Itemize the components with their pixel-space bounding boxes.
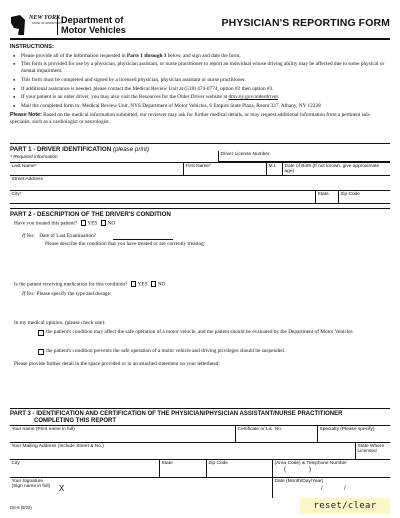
form-title: PHYSICIAN'S REPORTING FORM <box>221 17 390 29</box>
zip-code-field[interactable] <box>339 191 390 204</box>
instruction-item <box>21 94 390 101</box>
new-york-state-logo <box>10 14 26 36</box>
state-field[interactable] <box>316 191 339 204</box>
part1-grid <box>10 162 390 203</box>
telephone-field[interactable] <box>273 460 390 478</box>
medication-yes-checkbox[interactable] <box>131 281 137 287</box>
reset-clear-button[interactable]: reset/clear <box>300 498 390 514</box>
part2-section <box>10 208 390 218</box>
please-note <box>10 112 390 125</box>
treated-yes-label: YES <box>87 220 98 227</box>
first-name-field[interactable] <box>184 163 267 176</box>
medication-specify-label: Please specify the type and dosage: <box>36 291 112 297</box>
logo-state-name: NEW YORK <box>29 15 60 21</box>
form-code: DS-6 (8/23) <box>10 505 32 510</box>
opinion-evaluate-checkbox[interactable] <box>38 330 44 336</box>
part3-section <box>10 408 390 425</box>
mailing-address-label: Your Mailing Address (Include Street & No.) <box>11 443 104 449</box>
treated-no-label: NO <box>107 220 116 227</box>
medication-no-checkbox[interactable] <box>151 281 157 287</box>
city-field[interactable] <box>10 191 316 204</box>
specialty-label: Specialty (Please specify) <box>319 426 375 432</box>
if-yes-label: If Yes: <box>22 291 36 297</box>
driver-license-field[interactable] <box>218 151 390 162</box>
instructions <box>10 44 390 125</box>
date-separator: / <box>344 486 346 492</box>
medication-question-text: Is the patient receiving medication for this condition? <box>14 281 128 288</box>
department-name <box>61 16 126 35</box>
if-yes-exam-row <box>22 233 96 240</box>
instruction-text: below, and sign and date the form. <box>166 52 241 59</box>
medication-no-label: NO <box>157 281 166 288</box>
opinion-suspend-checkbox[interactable] <box>38 349 44 355</box>
date-of-birth-field[interactable] <box>283 163 390 176</box>
instruction-text: If your patient is an older driver, you may also visit the Resources for the Older Driver website at <box>21 94 229 101</box>
header-rule <box>10 38 390 40</box>
first-name-label: First Name* <box>185 163 211 169</box>
instruction-item: ● This form must be completed and signed by a licensed physician, physician assistant or nurse practitioner. <box>21 77 390 84</box>
medication-yes-label: YES <box>137 281 148 288</box>
department-line2: Motor Vehicles <box>61 24 126 35</box>
certificate-number-label: Certificate or Lic. No. <box>237 426 283 432</box>
mi-label: M.I. <box>268 163 277 169</box>
opinion-option-evaluate <box>38 329 388 336</box>
telephone-label: (Area Code) & Telephone Number <box>274 460 347 466</box>
note-text: Based on the medical information submitted, our reviewer may ask for further medical details, or may request additional information from a pertinent sub-specialist, such as a cardiologist or neurologist. <box>10 111 371 125</box>
physician-state-field[interactable] <box>160 460 207 478</box>
opinion-option-suspend <box>38 348 388 355</box>
treated-no-checkbox[interactable] <box>101 220 107 226</box>
state-licensed-field[interactable] <box>356 443 390 460</box>
older-driver-link[interactable]: dmv.ny.gov/olderdriver <box>228 94 278 101</box>
physician-zip-field[interactable] <box>207 460 273 478</box>
treated-yes-checkbox[interactable] <box>81 220 87 226</box>
mailing-address-field[interactable] <box>10 443 356 460</box>
date-separator: / <box>321 486 323 492</box>
physician-name-field[interactable] <box>10 426 236 443</box>
instructions-list <box>10 53 390 110</box>
last-exam-line[interactable] <box>113 239 173 240</box>
logo-tagline: STATE OF OPPORTUNITY. <box>32 22 65 25</box>
last-name-field[interactable] <box>10 163 184 176</box>
street-label: Street Address <box>11 176 43 182</box>
area-code-close: ) <box>309 467 311 473</box>
part2-title: PART 2 - DESCRIPTION OF THE DRIVER'S CONDITION <box>10 208 390 218</box>
medication-question <box>14 281 165 288</box>
instruction-item: ● This form is provided for use by a physician, physician assistant, or nurse practitioner to report an individual whose driving ability may be affected due to some physical or mental impairment. <box>21 61 390 74</box>
last-name-label: Last Name* <box>11 163 37 169</box>
medication-specify-row <box>22 291 111 298</box>
form-header <box>10 14 390 38</box>
instruction-bold: Parts 1 through 3 <box>126 52 167 59</box>
treated-question <box>14 220 115 227</box>
signature-label: Your Signature (Sign name in full) <box>11 478 51 489</box>
instruction-item: ● Mail the completed form to: Medical Review Unit, NYS Department of Motor Vehicles, 6 Empire State Plaza, Room 337, Albany, NY 12228 <box>21 103 390 110</box>
department-line1: Department of <box>61 15 124 25</box>
area-code-open: ( <box>284 467 286 473</box>
zip-label: Zip Code <box>340 191 360 197</box>
instruction-item <box>21 53 390 60</box>
logo-divider <box>57 15 58 35</box>
last-exam-label: Date of Last Examination? <box>39 233 97 239</box>
city-label: City* <box>11 191 22 197</box>
street-address-field[interactable] <box>10 176 390 191</box>
driver-license-label: Driver License Number <box>220 151 270 157</box>
part3-grid <box>10 425 390 497</box>
part3-title <box>10 408 390 425</box>
signature-mark: X <box>59 484 65 493</box>
instruction-text: . <box>277 94 280 101</box>
signature-date-label: Date (Month/Day/Year) <box>274 478 324 484</box>
physician-city-label: City <box>11 460 20 466</box>
describe-condition-label: Please describe the condition that you have treated or are currently treating: <box>45 241 206 247</box>
part1-title-text: PART 1 - DRIVER IDENTIFICATION <box>10 146 112 153</box>
middle-initial-field[interactable] <box>267 163 283 176</box>
physician-zip-label: Zip Code <box>208 460 228 466</box>
specialty-field[interactable] <box>318 426 390 443</box>
certificate-number-field[interactable] <box>236 426 318 443</box>
treated-question-text: Have you treated this patient? <box>14 220 78 227</box>
opinion-label: In my medical opinion, (please check one): <box>14 320 106 326</box>
part3-title-line1: PART 3 - IDENTIFICATION AND CERTIFICATION OF THE PHYSICIAN/PHYSICIAN ASSISTANT/NURSE PRACTITIONER <box>10 411 343 417</box>
further-detail-label: Please provide further detail in the space provided or in an attached statement on your letterhead: <box>14 361 220 367</box>
if-yes-label: If Yes: <box>22 233 36 239</box>
opinion-suspend-text: the patient's condition prevents the safe operation of a motor vehicle and driving privileges should be suspended. <box>46 348 286 354</box>
state-label: State <box>317 191 329 197</box>
state-licensed-label: State Where Licensed <box>357 443 385 454</box>
part3-title-line2: COMPLETING THIS REPORT <box>34 418 117 424</box>
instruction-item: ● If additional assistance is needed, please contact the Medical Review Unit at (518) 474-0774, option #2 then option #3. <box>21 86 390 93</box>
physician-name-label: Your name (Print name in full) <box>11 426 75 432</box>
opinion-evaluate-text: the patient's condition may affect the safe operation of a motor vehicle, and the patient should be evaluated by the Department of Motor Vehicles <box>46 329 353 335</box>
part1-title-hint: (please print) <box>112 146 150 153</box>
physician-city-field[interactable] <box>10 460 160 478</box>
signature-field[interactable] <box>10 478 273 498</box>
required-note: * Required information <box>10 155 58 160</box>
instruction-text: Please provide all of the information requested in <box>21 52 127 59</box>
instructions-heading: INSTRUCTIONS: <box>10 44 54 50</box>
physician-state-label: State <box>161 460 173 466</box>
dob-label: Date of Birth (If not known, give approximate age) <box>284 163 380 174</box>
signature-date-field[interactable] <box>273 478 390 498</box>
note-label: Please Note: <box>10 111 42 118</box>
